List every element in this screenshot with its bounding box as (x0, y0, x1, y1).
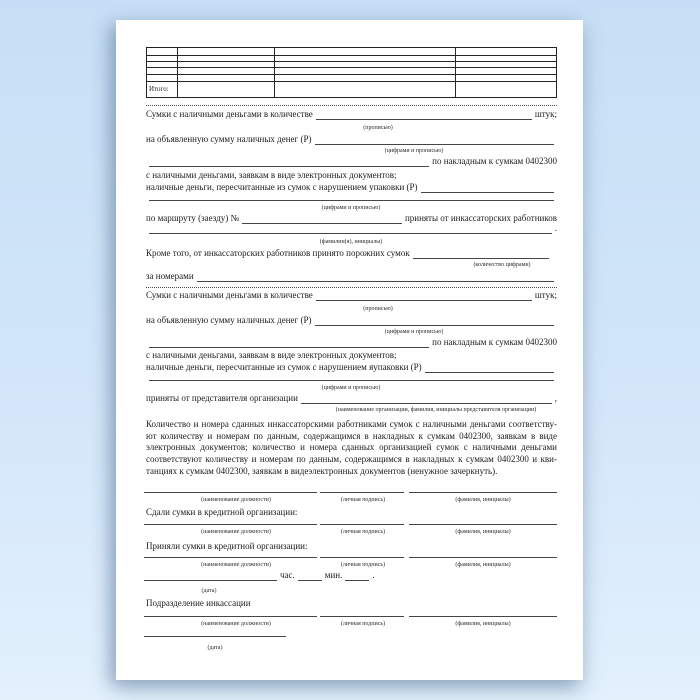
caption-org-details: (наименование организации, фамилия, инициалы представителя организации) (335, 407, 537, 413)
blank-line (413, 248, 549, 259)
paragraph-line: Количество и номера сданных инкассаторскими работниками сумок с наличными деньгами соответству- (146, 419, 557, 429)
signature-line (320, 616, 404, 617)
form-document-page (116, 20, 583, 680)
blank-line (316, 109, 532, 120)
total-label: Итого: (149, 85, 169, 93)
caption-cifprop: (цифрами и прописью) (384, 329, 444, 335)
text-edocs-2 (146, 350, 557, 361)
label-minutes: мин. (324, 570, 343, 580)
text-edocs-1 (146, 170, 557, 181)
field-bags-count-2 (146, 290, 557, 301)
caption-position: (наименование должности) (201, 497, 271, 503)
paragraph-line: ют количеству и номерам по данным, содержащимся в накладных к сумкам 0402300, заявкам в виде (146, 430, 557, 441)
caption-cifprop: (цифрами и прописью) (321, 385, 381, 391)
field-empty-bags (146, 248, 557, 259)
blank-full-line (146, 223, 557, 234)
date-line (144, 636, 286, 637)
field-label: с наличными деньгами, заявкам в виде электронных документов; (146, 170, 397, 180)
field-declared-sum-2 (146, 315, 557, 326)
caption-name: (фамилия, инициалы) (455, 497, 511, 503)
label-accepted: Приняли сумки в кредитной организации: (146, 541, 308, 551)
caption-famin: (фамилии(я), инициалы) (319, 239, 383, 245)
dotted-separator (146, 287, 557, 288)
caption-position: (наименование должности) (201, 621, 271, 627)
field-label: с наличными деньгами, заявкам в виде электронных документов; (146, 350, 397, 360)
signature-line (409, 557, 557, 558)
field-suffix: штук; (534, 290, 557, 300)
table-cell (456, 68, 556, 75)
label-handed-over: Сдали сумки в кредитной организации: (146, 507, 298, 517)
table-cell (147, 68, 178, 75)
caption-signature: (личная подпись) (340, 562, 386, 568)
caption-name: (фамилия, инициалы) (455, 529, 511, 535)
table-cell (275, 82, 456, 97)
field-invoices-1 (146, 156, 557, 167)
blank-full-line (146, 190, 557, 201)
blank-full-line (146, 370, 557, 381)
blank-line (149, 370, 554, 381)
table-cell (147, 48, 178, 56)
caption-signature: (личная подпись) (340, 621, 386, 627)
field-label: Сумки с наличными деньгами в количестве (146, 290, 313, 300)
caption-date: (дата) (207, 645, 223, 651)
table-cell (456, 48, 556, 56)
caption-signature: (личная подпись) (340, 529, 386, 535)
field-suffix: штук; (534, 109, 557, 119)
paragraph-line: электронных документов; количество и номера сданных организацией сумок с наличными деньгами (146, 442, 557, 453)
blank-line (149, 337, 429, 348)
blank-line (316, 290, 532, 301)
field-accepted-from-org (146, 393, 557, 404)
field-invoices-2 (146, 337, 557, 348)
table-cell (275, 75, 456, 82)
table-cell (275, 68, 456, 75)
field-suffix: по накладным к сумкам 0402300 (432, 156, 557, 166)
totals-table (146, 47, 557, 98)
paragraph-line: соответствуют количеству и номерам по данным, содержащимся в накладных к сумкам 0402300 и кви- (146, 454, 557, 465)
field-bags-count-1 (146, 109, 557, 120)
blank-line (149, 223, 552, 234)
caption-position: (наименование должности) (201, 529, 271, 535)
field-suffix: . (372, 570, 375, 580)
blank-line (149, 190, 554, 201)
field-label: приняты от представителя организации (146, 393, 298, 403)
table-cell (456, 75, 556, 82)
blank-line (144, 570, 277, 581)
signature-line (144, 557, 317, 558)
signature-line (144, 524, 317, 525)
caption-cifprop: (цифрами и прописью) (321, 205, 381, 211)
table-cell (275, 48, 456, 56)
blank-line (197, 271, 554, 282)
table-cell (178, 75, 275, 82)
signature-line (409, 492, 557, 493)
field-label: наличные деньги, пересчитанные из сумок с нарушением упаковки (Р) (146, 182, 418, 192)
caption-date: (дата) (201, 588, 217, 594)
field-label: наличные деньги, пересчитанные из сумок с нарушением яупаковки (Р) (146, 362, 422, 372)
blank-line (315, 134, 555, 145)
table-cell (456, 82, 556, 97)
signature-line (409, 524, 557, 525)
signature-line (320, 557, 404, 558)
blank-line (315, 315, 555, 326)
paragraph-line: танциях к сумкам 0402300, заявкам в видеэлектронных документов (ненужное зачеркнуть). (146, 465, 498, 476)
caption-name: (фамилия, инициалы) (455, 562, 511, 568)
field-label: Сумки с наличными деньгами в количестве (146, 109, 313, 119)
dotted-separator (146, 105, 557, 106)
blank-line (301, 393, 552, 404)
field-label: по маршруту (заезду) № (146, 213, 240, 223)
field-label: на объявленную сумму наличных денег (Р) (146, 134, 312, 144)
label-collection-division: Подразделение инкассации (146, 598, 251, 608)
signature-line (144, 616, 317, 617)
field-label: за номерами (146, 271, 194, 281)
table-cell (178, 48, 275, 56)
blank-line (149, 156, 429, 167)
caption-propisyu: (прописью) (363, 306, 393, 312)
blank-line (345, 570, 369, 581)
field-suffix: приняты от инкассаторских работников (404, 213, 557, 223)
label-hours: час. (280, 570, 295, 580)
signature-line (409, 616, 557, 617)
field-suffix: . (554, 223, 557, 233)
field-label: Кроме того, от инкассаторских работников принято порожних сумок (146, 248, 410, 258)
field-time (146, 571, 557, 581)
caption-propisyu: (прописью) (363, 125, 393, 131)
signature-line (320, 492, 404, 493)
signature-line (320, 524, 404, 525)
caption-name: (фамилия, инициалы) (455, 621, 511, 627)
field-suffix: по накладным к сумкам 0402300 (432, 337, 557, 347)
table-cell (147, 75, 178, 82)
field-suffix: , (554, 393, 557, 403)
field-bag-numbers (146, 271, 557, 282)
caption-cifprop: (цифрами и прописью) (384, 148, 444, 154)
table-cell (178, 68, 275, 75)
signature-line (144, 492, 317, 493)
statement-paragraph (146, 419, 557, 478)
caption-kolcif: (количество цифрами) (473, 262, 531, 268)
field-label: на объявленную сумму наличных денег (Р) (146, 315, 312, 325)
blank-line (298, 570, 322, 581)
field-declared-sum-1 (146, 134, 557, 145)
table-cell (178, 82, 275, 97)
caption-position: (наименование должности) (201, 562, 271, 568)
caption-signature: (личная подпись) (340, 497, 386, 503)
table-total-cell (147, 82, 178, 97)
